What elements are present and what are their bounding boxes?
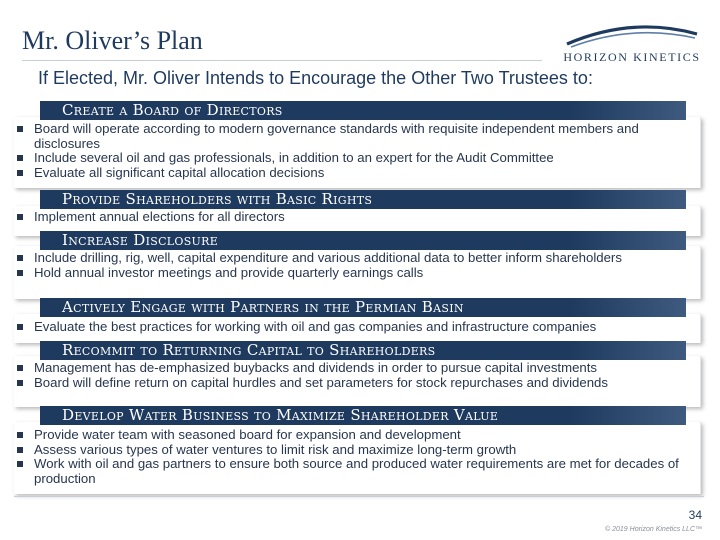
list-item: Hold annual investor meetings and provide quarterly earnings calls	[14, 266, 700, 281]
list-item: Implement annual elections for all directors	[14, 210, 700, 225]
bullet-icon	[17, 255, 23, 261]
section-heading-capital: Recommit to Returning Capital to Shareholders	[40, 341, 686, 360]
horizon-swoosh-icon	[557, 18, 707, 50]
section-heading-rights: Provide Shareholders with Basic Rights	[40, 190, 686, 209]
page-title: Mr. Oliver’s Plan	[22, 26, 203, 55]
footer-divider	[14, 496, 704, 497]
section-panel-water	[14, 422, 701, 494]
list-item: Board will operate according to modern governance standards with requisite independent members and disclosures	[14, 122, 700, 151]
section-heading-permian: Actively Engage with Partners in the Permian Basin	[40, 298, 686, 317]
bullet-icon	[17, 380, 23, 386]
list-item: Assess various types of water ventures to limit risk and maximize long-term growth	[14, 443, 700, 458]
bullet-icon	[17, 365, 23, 371]
list-item: Provide water team with seasoned board for expansion and development	[14, 428, 700, 443]
bullet-icon	[17, 155, 23, 161]
page-number: 34	[688, 508, 702, 522]
section-panel-disclosure	[14, 246, 701, 299]
copyright-notice: © 2019 Horizon Kinetics LLC™	[605, 526, 702, 533]
list-item: Management has de-emphasized buybacks and dividends in order to pursue capital investments	[14, 361, 700, 376]
title-divider	[22, 60, 542, 61]
section-panel-board	[14, 117, 701, 188]
list-item: Evaluate the best practices for working with oil and gas companies and infrastructure companies	[14, 320, 700, 335]
section-panel-capital	[14, 356, 701, 407]
list-item: Evaluate all significant capital allocation decisions	[14, 166, 700, 181]
bullet-icon	[17, 447, 23, 453]
company-logo	[557, 18, 707, 68]
subtitle: If Elected, Mr. Oliver Intends to Encourage the Other Two Trustees to:	[38, 68, 593, 88]
section-heading-water: Develop Water Business to Maximize Shareholder Value	[40, 406, 686, 425]
bullet-icon	[17, 432, 23, 438]
section-panel-permian	[14, 314, 701, 343]
list-item: Work with oil and gas partners to ensure both source and produced water requirements are met for decades of production	[14, 457, 700, 486]
section-heading-board: Create a Board of Directors	[40, 101, 686, 120]
list-item: Include several oil and gas professionals, in addition to an expert for the Audit Committee	[14, 151, 700, 166]
logo-text: HORIZON KINETICS	[563, 50, 701, 64]
bullet-icon	[17, 126, 23, 132]
bullet-icon	[17, 324, 23, 330]
bullet-icon	[17, 214, 23, 220]
bullet-icon	[17, 270, 23, 276]
bullet-icon	[17, 461, 23, 467]
bullet-icon	[17, 170, 23, 176]
list-item: Include drilling, rig, well, capital expenditure and various additional data to better inform shareholders	[14, 251, 700, 266]
section-heading-disclosure: Increase Disclosure	[40, 231, 686, 250]
list-item: Board will define return on capital hurdles and set parameters for stock repurchases and dividends	[14, 376, 700, 391]
